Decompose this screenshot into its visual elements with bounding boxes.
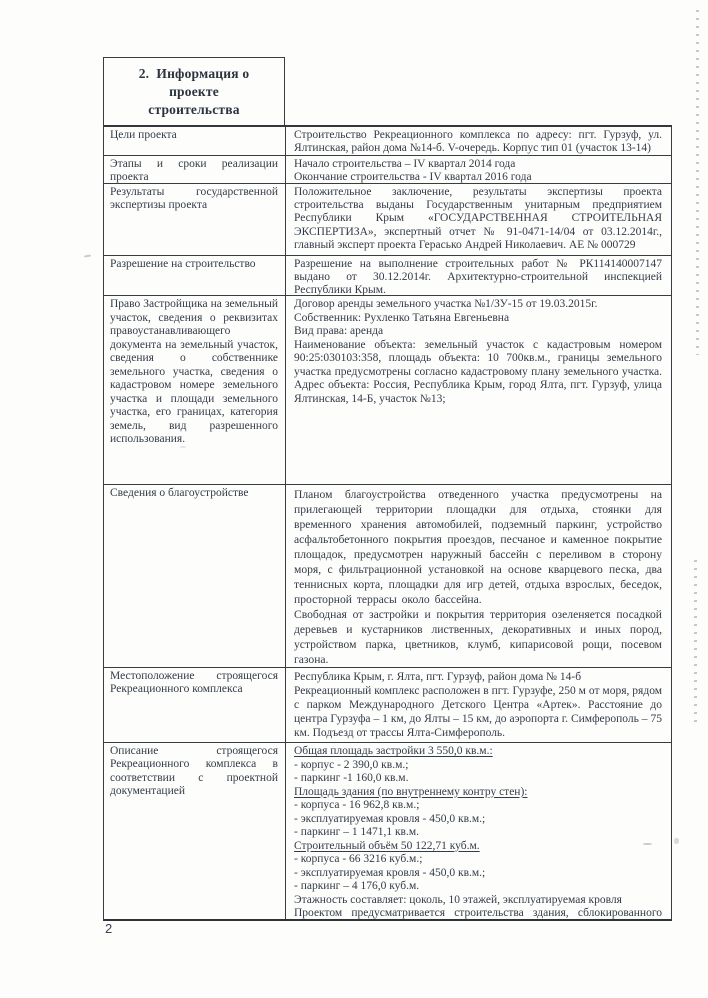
row-content bbox=[286, 156, 671, 183]
paragraph: Наименование объекта: земельный участок с кадастровым номером 90:25:030103:358, площадь объекта: 10 700кв.м., границы земельного участка предусмотрены согласно кадастровому плану земельного участка. Адрес объекта: Россия, Республика Крым, город Ялта, пгт. Гурзуф, улица Ялтинская, 14-Б, участок №13; bbox=[294, 338, 662, 405]
row-content bbox=[286, 743, 671, 919]
section-title-line: строительства bbox=[148, 101, 240, 117]
list-item: - паркинг – 1 1471,1 кв.м. bbox=[294, 826, 419, 838]
row-label: Разрешение на строительство bbox=[104, 256, 286, 295]
table-row-landscaping bbox=[104, 484, 671, 667]
row-content bbox=[286, 668, 671, 742]
table-row-land-rights bbox=[104, 295, 671, 484]
table-row-project-goals bbox=[104, 127, 671, 155]
scan-artifact bbox=[696, 10, 699, 355]
paragraph: Планом благоустройства отведенного участка предусмотрены на прилегающей территории площадки для отдыха, стоянки для временного хранения автомобилей, подземный паркинг, устройство асфальтобетонного покрытия проездов, песчаное и каменное покрытие площадок, предусмотрен наружный бассейн с переливом в сторону моря, с фильтрационной установкой на основе кварцевого песка, два теннисных корта, площадки для игр детей, отдыха взрослых, беседок, просторной террасы около бассейна. bbox=[294, 488, 662, 606]
scan-artifact bbox=[694, 560, 697, 728]
table-row-complex-description bbox=[104, 742, 671, 919]
row-label: Описание строящегося Рекреационного комплекса в соответствии с проектной документацией bbox=[104, 743, 286, 919]
table-row-stages-terms bbox=[104, 155, 671, 183]
list-item: - корпус - 2 390,0 кв.м.; bbox=[294, 758, 409, 771]
section-title-line: проекте bbox=[169, 83, 219, 99]
list-item: - эксплуатируемая кровля - 450,0 кв.м.; bbox=[294, 866, 486, 879]
list-item: - корпуса - 66 3216 куб.м.; bbox=[294, 853, 423, 865]
row-label: Цели проекта bbox=[104, 127, 286, 155]
list-item: - паркинг -1 160,0 кв.м. bbox=[294, 772, 409, 784]
scan-artifact bbox=[643, 843, 652, 845]
list-item: - эксплуатируемая кровля - 450,0 кв.м.; bbox=[294, 812, 486, 825]
list-item: - паркинг – 4 176,0 куб.м. bbox=[294, 880, 420, 892]
paragraph: Договор аренды земельного участка №1/ЗУ-15 от 19.03.2015г. bbox=[294, 298, 598, 310]
page-number: 2 bbox=[105, 921, 113, 936]
row-label: Право Застройщика на земельный участок, сведения о реквизитах правоустанавливающего документа на земельный участок, сведения о собственнике земельного участка, сведения о кадастровом номере земельного участка и площади земельного участка, его границах, категория земель, вид разрешенного использования. bbox=[104, 296, 286, 484]
row-content bbox=[286, 184, 671, 255]
paragraph: Рекреационный комплекс расположен в пгт. Гурзуфе, 250 м от моря, рядом с парком Международного Детского Центра «Артек». Расстояние до центра Гурзуфа – 1 км, до Ялты – 15 км, до аэропорта г. Симферополь – 75 км. Подъезд от трассы Ялта-Симферополь. bbox=[294, 685, 662, 739]
list-item: - корпуса - 16 962,8 кв.м.; bbox=[294, 799, 420, 811]
paragraph: Республика Крым, г. Ялта, пгт. Гурзуф, район дома № 14-б bbox=[294, 671, 582, 683]
paragraph: Окончание строительства - IV квартал 2016 года bbox=[294, 171, 532, 183]
paragraph: Свободная от застройки и покрытия территория озеленяется посадкой деревьев и кустарников лиственных, декоративных и иных пород, устройством парка, цветников, клумб, кипарисовой рощи, посевом газона. bbox=[294, 608, 662, 666]
row-content bbox=[286, 296, 671, 484]
paragraph: Проектом предусматривается строительства здания, сблокированного bbox=[294, 907, 662, 919]
paragraph: Вид права: аренда bbox=[294, 325, 384, 337]
underlined-heading: Строительный объём 50 122,71 куб.м. bbox=[294, 839, 480, 852]
row-label: Этапы и сроки реализации проекта bbox=[104, 156, 286, 183]
row-label: Местоположение строящегося Рекреационного комплекса bbox=[104, 668, 286, 742]
paragraph: Положительное заключение, результаты экспертизы проекта строительства выданы Государственным унитарным предприятием Республики Крым «ГОСУДАРСТВЕННАЯ СТРОИТЕЛЬНАЯ ЭКСПЕРТИЗА», экспертный отчет № 91-0471-14/04 от 03.12.2014г., главный эксперт проекта Герасько Андрей Николаевич. АЕ № 000729 bbox=[294, 186, 662, 251]
row-label: Сведения о благоустройстве bbox=[104, 485, 286, 667]
paragraph: Собственник: Рухленко Татьяна Евгеньевна bbox=[294, 311, 510, 324]
row-content bbox=[286, 485, 671, 667]
scan-artifact bbox=[674, 838, 679, 844]
list-item: Этажность составляет: цоколь, 10 этажей, эксплуатируемая кровля bbox=[294, 893, 622, 906]
table-row-location bbox=[104, 667, 671, 742]
paragraph: Разрешение на выполнение строительных работ № РК114140007147 выдано от 30.12.2014г. Архитектурно-строительной инспекцией Республики Крым. bbox=[294, 258, 662, 296]
section-title bbox=[103, 57, 285, 125]
project-info-table bbox=[103, 125, 672, 921]
paragraph: Начало строительства – IV квартал 2014 года bbox=[294, 158, 516, 170]
table-row-construction-permit bbox=[104, 255, 671, 295]
row-content bbox=[286, 256, 671, 295]
underlined-heading: Площадь здания (по внутреннему контру стен): bbox=[294, 785, 528, 798]
row-content bbox=[286, 127, 671, 155]
row-label: Результаты государственной экспертизы проекта bbox=[104, 184, 286, 255]
scan-artifact bbox=[84, 255, 91, 258]
scan-artifact bbox=[180, 446, 186, 448]
underlined-heading: Общая площадь застройки 3 550,0 кв.м.: bbox=[294, 745, 493, 757]
table-row-expertise-results bbox=[104, 183, 671, 255]
paragraph: Строительство Рекреационного комплекса по адресу: пгт. Гурзуф, ул. Ялтинская, район дома №14-б. V-очередь. Корпус тип 01 (участок 13-14) bbox=[294, 129, 662, 154]
section-title-line: 2. Информация о bbox=[138, 65, 250, 81]
